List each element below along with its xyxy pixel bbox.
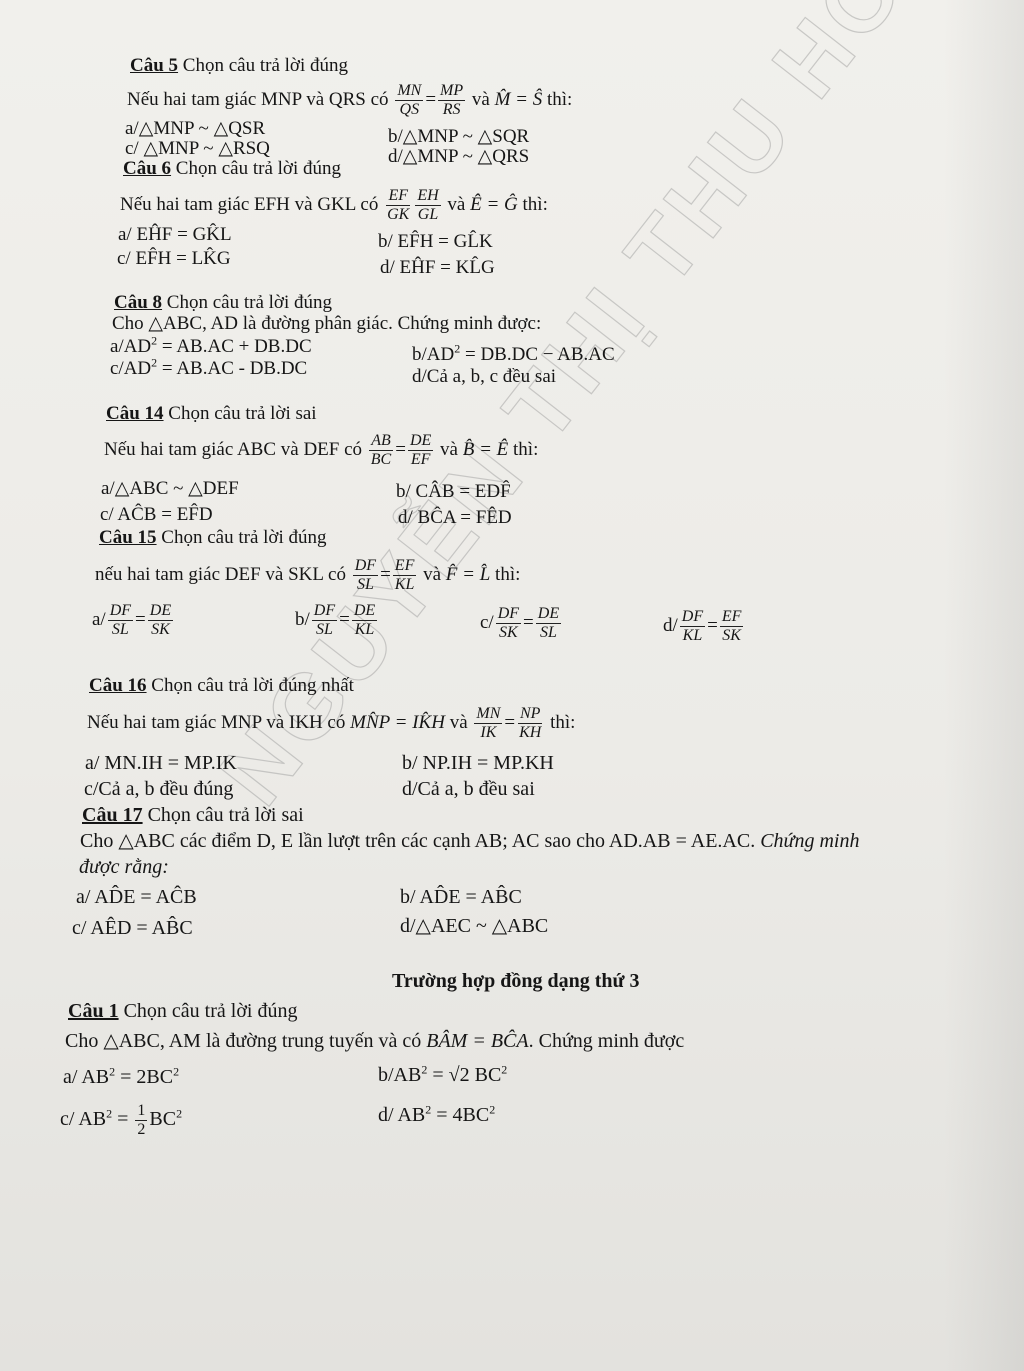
- q17-number: Câu 17: [82, 804, 143, 826]
- q6-fraction-1: [385, 187, 411, 224]
- q8-a-lhs: a/AD: [110, 336, 152, 357]
- q1-b-exp2: 2: [501, 1062, 508, 1077]
- q6-option-b[interactable]: b/ EF̂H = GL̂K: [378, 231, 493, 252]
- q5-option-d[interactable]: d/△MNP ~ △QRS: [388, 146, 530, 167]
- q15-c-label: c/: [480, 612, 494, 633]
- q17-option-d[interactable]: d/△AEC ~ △ABC: [400, 915, 549, 937]
- q5-stem-text: Nếu hai tam giác MNP và QRS có: [127, 89, 389, 110]
- q15-and: và: [423, 564, 442, 585]
- q5-option-b[interactable]: b/△MNP ~ △SQR: [388, 126, 530, 147]
- q1-d-exp2: 2: [489, 1102, 496, 1117]
- q1-d-lhs: d/ AB: [378, 1104, 426, 1126]
- q6-condition: Ê = Ĝ: [470, 194, 518, 215]
- q1-option-b[interactable]: [378, 1064, 507, 1086]
- q15-title: [99, 527, 326, 549]
- q15-fraction-2: [393, 557, 417, 594]
- q8-b-exp: 2: [454, 341, 461, 356]
- q15-f1-denominator: SL: [356, 576, 374, 594]
- q1-condition: BÂM = BĈA: [426, 1030, 529, 1052]
- q8-c-exp: 2: [151, 355, 158, 370]
- q14-title: [106, 403, 317, 425]
- q8-stem: Cho △ABC, AD là đường phân giác. Chứng minh được:: [112, 313, 542, 334]
- q5-condition: M̂ = Ŝ: [494, 89, 543, 110]
- q8-number: Câu 8: [114, 292, 163, 313]
- q16-and: và: [449, 712, 468, 733]
- q8-option-c[interactable]: [110, 355, 308, 380]
- q15-d-frac-1: [680, 608, 705, 645]
- q14-number: Câu 14: [106, 403, 164, 424]
- q1-c-eq: =: [112, 1108, 134, 1130]
- q14-option-a[interactable]: a/△ABC ~ △DEF: [101, 478, 239, 499]
- q15-option-b[interactable]: b/ $\frac{DF}{SL}$ = $\frac{DE}{KL}$: [295, 602, 376, 639]
- q14-f2-numerator: DE: [409, 432, 432, 450]
- q15-d-n2: EF: [721, 608, 742, 626]
- q5-fraction-2: [438, 82, 465, 119]
- q16-stem: Nếu hai tam giác MNP và IKH có MN̂P = IK̂H và $\frac{MN}{IK}$ = $\frac{NP}{KH}$ thì:: [87, 705, 576, 742]
- q15-c-d1: SK: [499, 624, 518, 642]
- q14-option-b[interactable]: b/ CÂB = EDF̂: [396, 481, 511, 502]
- q5-and: và: [471, 89, 490, 110]
- q8-c-rhs: = AB.AC - DB.DC: [157, 358, 308, 379]
- q1-a-exp2: 2: [173, 1064, 180, 1079]
- q14-option-d[interactable]: d/ BĈA = FÊD: [398, 507, 512, 528]
- q15-number: Câu 15: [99, 527, 157, 548]
- q1-stem-end: . Chứng minh được: [528, 1030, 685, 1052]
- q15-option-d[interactable]: d/ $\frac{DF}{KL}$ = $\frac{EF}{SK}$: [663, 608, 742, 645]
- q1-b-rhs: = √2 BC: [427, 1064, 502, 1086]
- q5-f1-denominator: QS: [399, 101, 420, 119]
- q15-stem: nếu hai tam giác DEF và SKL có $\frac{DF}{SL}$ = $\frac{EF}{KL}$ và F̂ = L̂ thì:: [95, 557, 521, 594]
- q15-b-d1: SL: [315, 621, 333, 639]
- q1-d-rhs: = 4BC: [431, 1104, 490, 1126]
- q8-option-d[interactable]: d/Cả a, b, c đều sai: [412, 366, 557, 387]
- q1-c-half-den: 2: [137, 1120, 146, 1138]
- q6-stem-text: Nếu hai tam giác EFH và GKL có: [120, 194, 379, 215]
- q16-condition: MN̂P = IK̂H: [350, 712, 445, 733]
- q15-a-frac-2: [148, 602, 173, 639]
- q8-instruction: Chọn câu trả lời đúng: [166, 292, 332, 313]
- q1-stem-text: Cho △ABC, AM là đường trung tuyến và có: [65, 1030, 422, 1052]
- q14-f2-denominator: EF: [410, 451, 431, 469]
- q14-fraction-2: [408, 432, 433, 469]
- q6-f2-numerator: EH: [417, 187, 439, 205]
- q16-f2-numerator: NP: [519, 705, 541, 723]
- q1-number: Câu 1: [68, 1000, 119, 1022]
- q8-title: [114, 292, 332, 314]
- q17-instruction: Chọn câu trả lời sai: [147, 804, 304, 826]
- q1-c-exp2: 2: [176, 1106, 183, 1121]
- q16-f1-numerator: MN: [476, 705, 501, 723]
- q15-option-c[interactable]: c/ $\frac{DF}{SK}$ = $\frac{DE}{SL}$: [480, 605, 560, 642]
- q6-f1-numerator: EF: [388, 187, 408, 205]
- q8-a-exp: 2: [151, 333, 158, 348]
- q5-instruction: Chọn câu trả lời đúng: [182, 55, 348, 76]
- q16-then: thì:: [550, 712, 576, 733]
- q6-option-a[interactable]: a/ EĤF = GK̂L: [118, 224, 232, 245]
- q1-c-exp1: 2: [106, 1106, 113, 1121]
- q16-number: Câu 16: [89, 675, 147, 696]
- q6-instruction: Chọn câu trả lời đúng: [175, 158, 341, 179]
- q5-f2-denominator: RS: [442, 101, 461, 119]
- q1-c-half: [135, 1102, 147, 1139]
- q15-b-frac-2: [352, 602, 377, 639]
- q15-a-frac-1: [108, 602, 133, 639]
- q14-f1-numerator: AB: [371, 432, 391, 450]
- q15-b-n1: DF: [313, 602, 336, 620]
- q1-b-lhs: b/AB: [378, 1064, 422, 1086]
- q8-a-rhs: = AB.AC + DB.DC: [157, 336, 312, 357]
- q15-a-label: a/: [92, 609, 106, 630]
- q5-then: thì:: [546, 89, 573, 110]
- q16-f1-denominator: IK: [480, 724, 497, 742]
- q6-f1-denominator: GK: [387, 206, 410, 224]
- q1-d-exp1: 2: [425, 1102, 432, 1117]
- q17-title: [82, 804, 304, 826]
- q15-then: thì:: [495, 564, 521, 585]
- q14-stem: Nếu hai tam giác ABC và DEF có $\frac{AB}{BC}$ = $\frac{DE}{EF}$ và B̂ = Ê thì:: [104, 432, 539, 469]
- q16-title: [89, 675, 354, 697]
- q15-stem-text: nếu hai tam giác DEF và SKL có: [95, 564, 346, 585]
- q8-option-a[interactable]: [110, 333, 312, 358]
- q6-fraction-2: [415, 187, 440, 224]
- q15-a-n1: DF: [109, 602, 132, 620]
- q16-option-d[interactable]: d/Cả a, b đều sai: [402, 778, 535, 800]
- q5-option-a[interactable]: a/△MNP ~ △QSR: [125, 118, 266, 139]
- q14-stem-text: Nếu hai tam giác ABC và DEF có: [104, 439, 363, 460]
- q6-f2-denominator: GL: [417, 206, 439, 224]
- q5-stem: Nếu hai tam giác MNP và QRS có $\frac{MN}{QS}$ = $\frac{MP}{RS}$ và M̂ = Ŝ thì:: [127, 82, 573, 119]
- q15-option-a[interactable]: a/ $\frac{DF}{SL}$ = $\frac{DE}{SK}$: [92, 602, 172, 639]
- q15-f2-denominator: KL: [394, 576, 415, 594]
- q15-d-n1: DF: [681, 608, 704, 626]
- q15-fraction-1: [353, 557, 378, 594]
- q17-option-b[interactable]: b/ AD̂E = AB̂C: [400, 886, 522, 908]
- q1-option-c[interactable]: [60, 1097, 182, 1141]
- q16-option-c[interactable]: c/Cả a, b đều đúng: [84, 778, 234, 800]
- q14-option-c[interactable]: c/ AĈB = EF̂D: [100, 504, 213, 525]
- q17-stem-2: được rằng:: [79, 856, 169, 878]
- q5-title: [130, 55, 348, 77]
- q5-fraction-1: [395, 82, 423, 119]
- q1-instruction: Chọn câu trả lời đúng: [123, 1000, 298, 1022]
- q8-option-b[interactable]: [412, 341, 615, 366]
- q6-and: và: [447, 194, 466, 215]
- q1-a-exp1: 2: [109, 1064, 116, 1079]
- q16-option-a[interactable]: a/ MN.IH = MP.IK: [85, 752, 237, 774]
- q15-d-d2: SK: [722, 627, 741, 645]
- q15-d-d1: KL: [682, 627, 703, 645]
- q17-option-a[interactable]: a/ AD̂E = AĈB: [76, 886, 197, 908]
- q15-c-n2: DE: [537, 605, 560, 623]
- q1-option-d[interactable]: [378, 1104, 495, 1126]
- q6-option-d[interactable]: d/ EĤF = KL̂G: [380, 257, 495, 278]
- q15-c-frac-1: [496, 605, 521, 642]
- q15-instruction: Chọn câu trả lời đúng: [161, 527, 327, 548]
- q14-and: và: [440, 439, 458, 460]
- q15-f1-numerator: DF: [354, 557, 377, 575]
- q17-stem-italic: Chứng minh: [760, 830, 860, 852]
- q15-condition: F̂ = L̂: [445, 564, 491, 585]
- q5-number: Câu 5: [130, 55, 179, 76]
- q14-instruction: Chọn câu trả lời sai: [168, 403, 317, 424]
- q16-f2-denominator: KH: [519, 724, 542, 742]
- q6-number: Câu 6: [123, 158, 172, 179]
- q1-stem: [65, 1030, 684, 1052]
- q16-option-b[interactable]: b/ NP.IH = MP.KH: [402, 752, 554, 774]
- q17-stem: [80, 830, 859, 852]
- q15-d-frac-2: [720, 608, 744, 645]
- q8-b-rhs: = DB.DC − AB.AC: [460, 344, 615, 365]
- section-heading: Trường hợp đồng dạng thứ 3: [392, 970, 640, 992]
- page-edge-shadow: [944, 0, 1024, 1371]
- q5-f1-numerator: MN: [397, 82, 422, 100]
- q1-b-exp1: 2: [421, 1062, 428, 1077]
- q8-c-lhs: c/AD: [110, 358, 152, 379]
- q16-stem-text: Nếu hai tam giác MNP và IKH có: [87, 712, 346, 733]
- q1-option-a[interactable]: [63, 1066, 179, 1088]
- q15-c-frac-2: [536, 605, 561, 642]
- q15-a-d2: SK: [151, 621, 170, 639]
- q1-title: [68, 1000, 297, 1022]
- q17-stem-text: Cho △ABC các điểm D, E lần lượt trên các cạnh AB; AC sao cho AD.AB = AE.AC.: [80, 830, 756, 852]
- q6-stem: [120, 185, 548, 225]
- q6-then: thì:: [522, 194, 548, 215]
- q17-option-c[interactable]: c/ AÊD = AB̂C: [72, 917, 193, 939]
- q6-title: [123, 158, 341, 180]
- q1-a-rhs: = 2BC: [115, 1066, 174, 1088]
- q15-b-label: b/: [295, 609, 310, 630]
- q14-f1-denominator: BC: [370, 451, 392, 469]
- q6-option-c[interactable]: c/ EF̂H = LK̂G: [117, 248, 231, 269]
- q1-c-half-num: 1: [137, 1101, 146, 1119]
- q15-b-frac-1: [312, 602, 337, 639]
- q8-b-lhs: b/AD: [412, 344, 455, 365]
- q5-f2-numerator: MP: [440, 82, 464, 100]
- q15-c-d2: SL: [539, 624, 557, 642]
- q15-f2-numerator: EF: [394, 557, 415, 575]
- q1-c-lhs: c/ AB: [60, 1108, 107, 1130]
- q1-c-rhs: BC: [149, 1108, 177, 1130]
- q1-a-lhs: a/ AB: [63, 1066, 110, 1088]
- q15-b-n2: DE: [353, 602, 376, 620]
- q16-instruction: Chọn câu trả lời đúng nhất: [151, 675, 354, 696]
- q14-fraction-1: [369, 432, 393, 469]
- q14-then: thì:: [513, 439, 539, 460]
- q15-a-d1: SL: [111, 621, 129, 639]
- q14-condition: B̂ = Ê: [462, 439, 509, 460]
- q15-d-label: d/: [663, 615, 678, 636]
- q5-option-c[interactable]: c/ △MNP ~ △RSQ: [125, 138, 270, 159]
- q16-fraction-2: [517, 705, 543, 742]
- q16-fraction-1: [474, 705, 502, 742]
- q15-b-d2: KL: [354, 621, 375, 639]
- q15-c-n1: DF: [497, 605, 520, 623]
- q15-a-n2: DE: [149, 602, 172, 620]
